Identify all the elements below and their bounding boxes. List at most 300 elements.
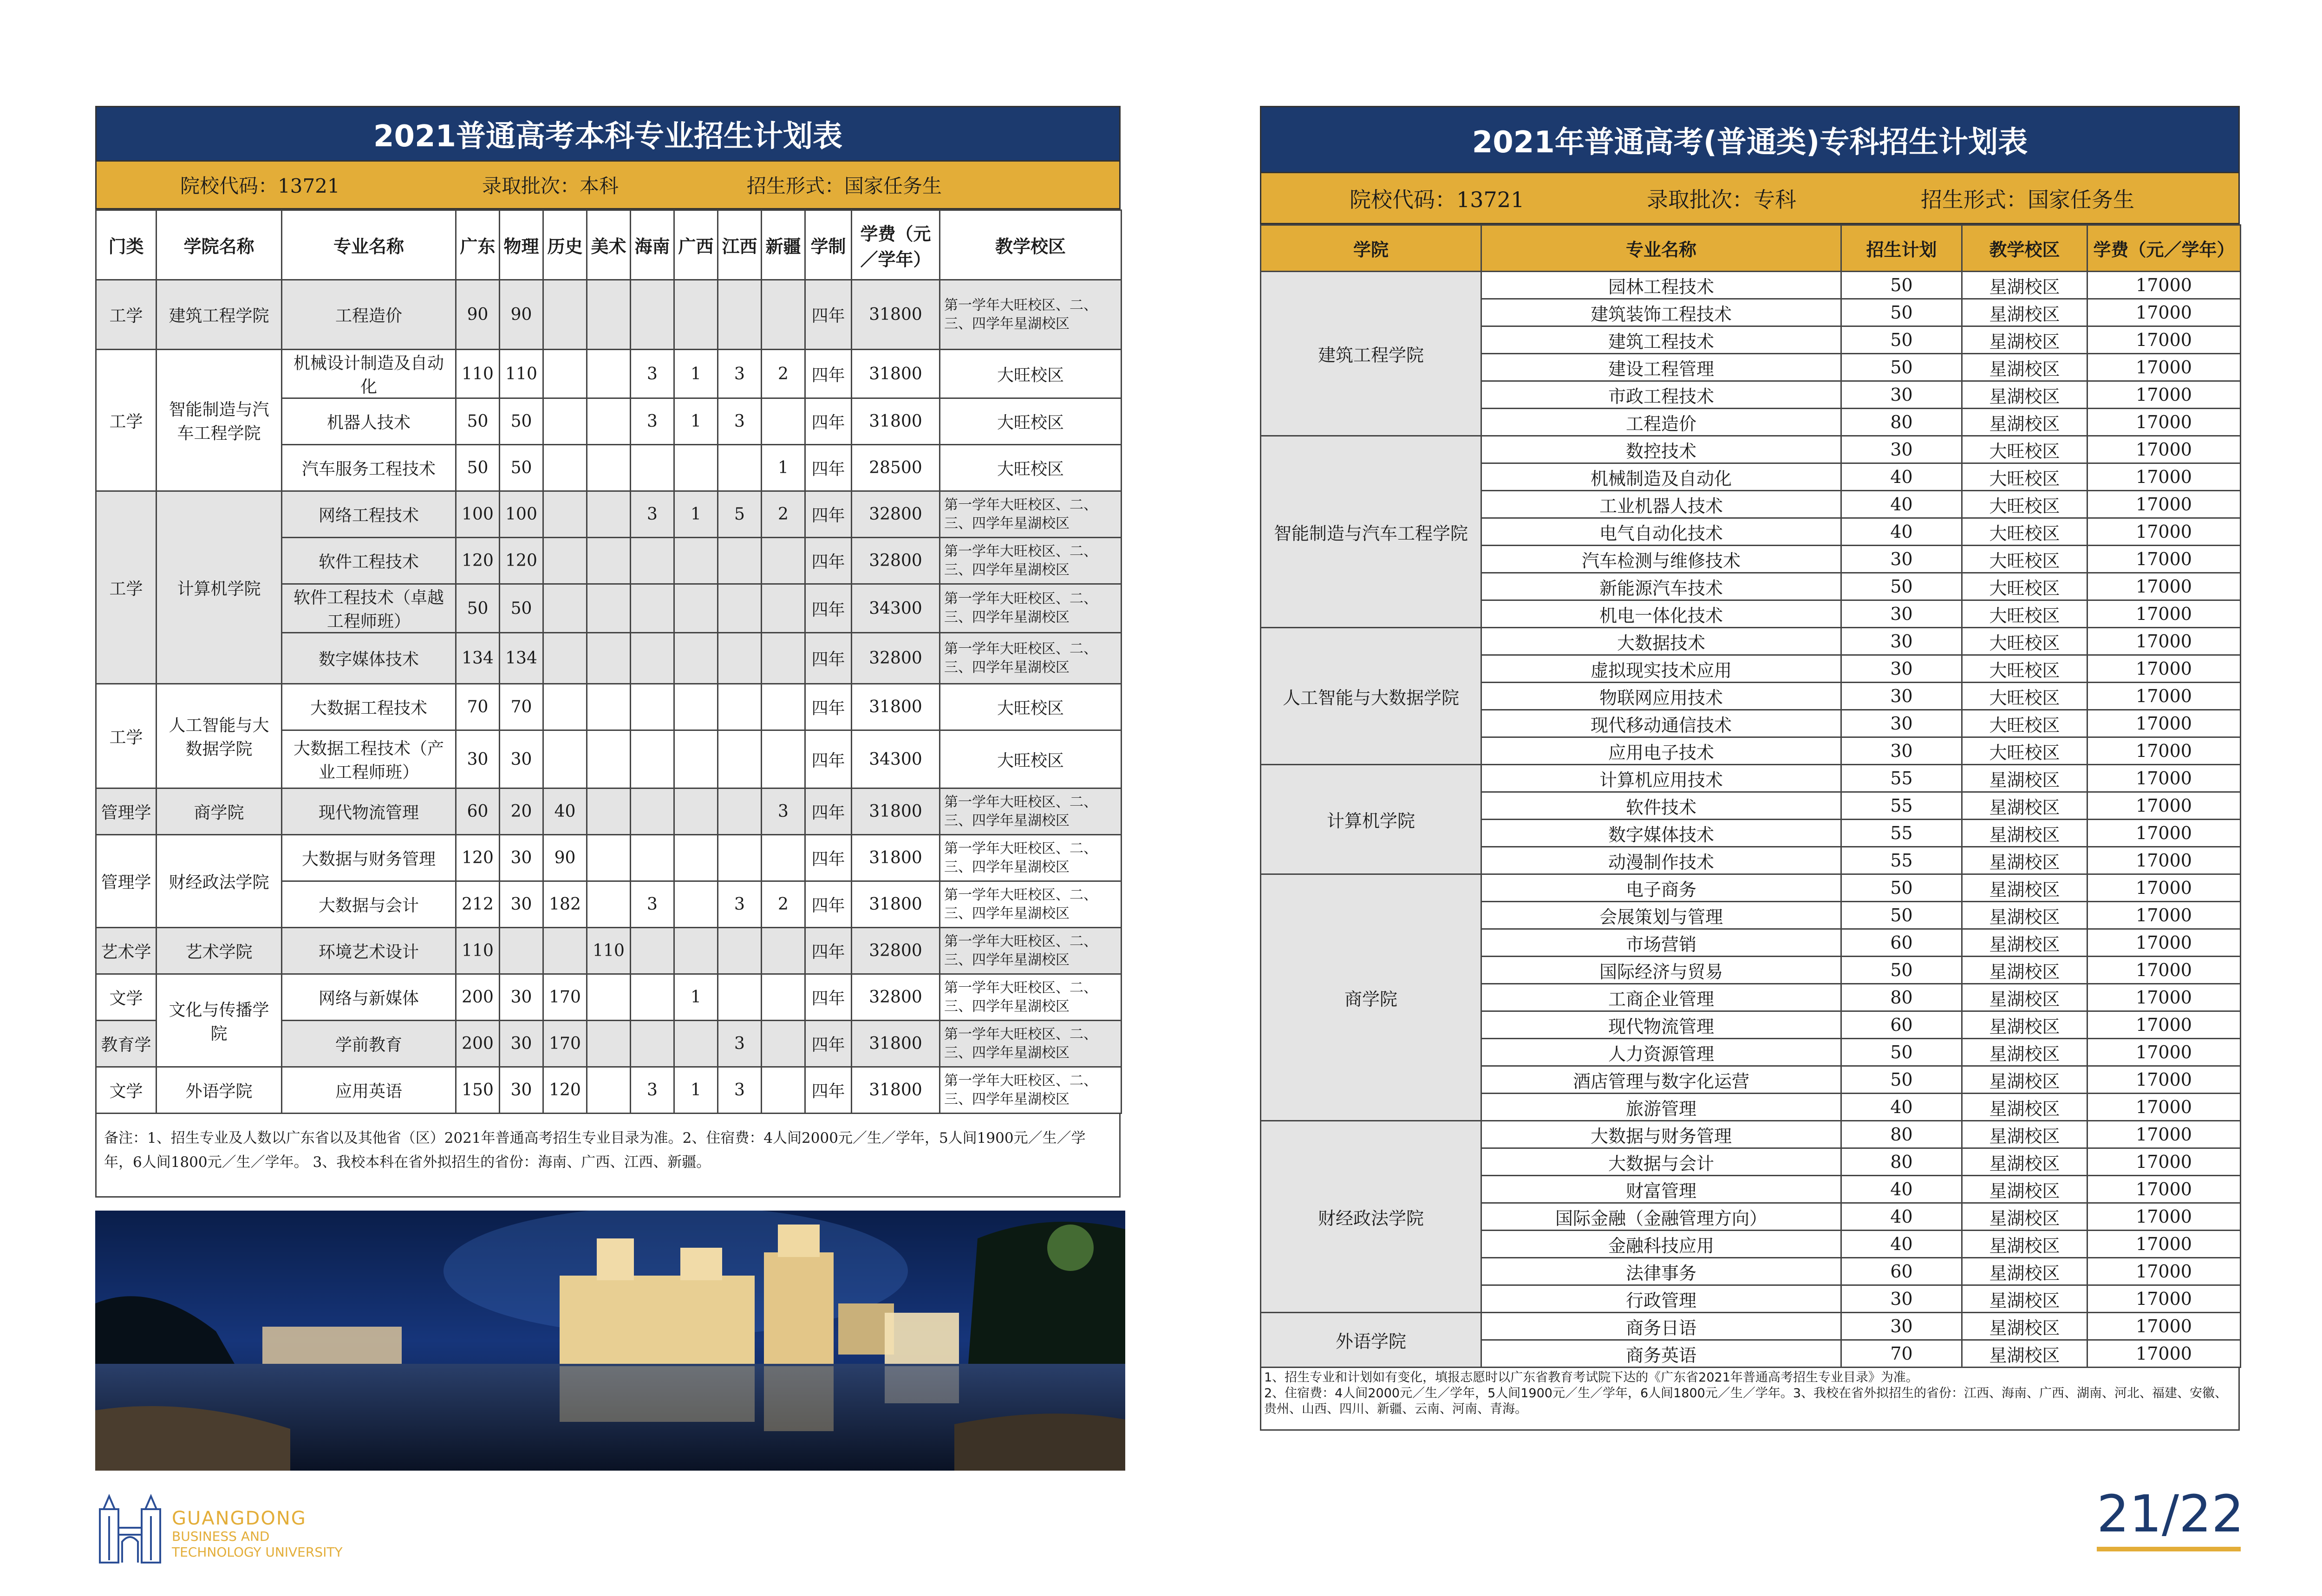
- campus-cell: 大旺校区: [940, 445, 1122, 491]
- major-cell: 国际经济与贸易: [1481, 957, 1841, 984]
- category-cell: 工学: [96, 684, 157, 788]
- quota-cell-xj: 3: [762, 788, 805, 835]
- college-enrollment-form: 招生形式：国家任务生: [1921, 187, 2134, 212]
- quota-cell-fee: 34300: [852, 730, 940, 788]
- major-cell: 园林工程技术: [1481, 272, 1841, 299]
- campus-cell: 星湖校区: [1962, 1340, 2087, 1368]
- undergraduate-row: [96, 974, 1122, 1021]
- category-cell: 管理学: [96, 788, 157, 835]
- page-number-underline: [2097, 1547, 2241, 1551]
- major-cell: 大数据工程技术（产业工程师班）: [282, 730, 456, 788]
- fee-cell: 17000: [2087, 1231, 2241, 1258]
- major-cell: 机电一体化技术: [1481, 600, 1841, 628]
- plan-cell: 30: [1841, 683, 1962, 710]
- fee-cell: 17000: [2087, 546, 2241, 573]
- fee-cell: 17000: [2087, 737, 2241, 765]
- fee-cell: 17000: [2087, 1094, 2241, 1121]
- campus-cell: 星湖校区: [1962, 1231, 2087, 1258]
- quota-cell-xj: [762, 280, 805, 350]
- quota-cell-ls: [543, 730, 587, 788]
- quota-cell-xz: 四年: [805, 684, 852, 730]
- campus-cell: 第一学年大旺校区、二、三、四学年星湖校区: [940, 788, 1122, 835]
- major-cell: 会展策划与管理: [1481, 902, 1841, 929]
- quota-cell-hn: 3: [631, 350, 674, 398]
- major-cell: 软件技术: [1481, 792, 1841, 820]
- fee-cell: 17000: [2087, 765, 2241, 792]
- major-cell: 汽车服务工程技术: [282, 445, 456, 491]
- campus-cell: 大旺校区: [940, 350, 1122, 398]
- campus-cell: 星湖校区: [1962, 1121, 2087, 1148]
- college-group-cell: 计算机学院: [1261, 765, 1481, 874]
- category-cell: 工学: [96, 350, 157, 491]
- fee-cell: 17000: [2087, 436, 2241, 463]
- plan-cell: 30: [1841, 381, 1962, 409]
- campus-cell: 第一学年大旺校区、二、三、四学年星湖校区: [940, 1021, 1122, 1067]
- college-cell: 计算机学院: [157, 491, 282, 684]
- major-cell: 大数据与会计: [282, 881, 456, 928]
- quota-cell-gx: [674, 445, 718, 491]
- campus-cell: 星湖校区: [1962, 1011, 2087, 1039]
- campus-cell: 星湖校区: [1962, 1258, 2087, 1285]
- plan-cell: 50: [1841, 1066, 1962, 1094]
- plan-cell: 50: [1841, 326, 1962, 354]
- campus-cell: 第一学年大旺校区、二、三、四学年星湖校区: [940, 928, 1122, 974]
- major-cell: 现代物流管理: [1481, 1011, 1841, 1039]
- major-cell: 新能源汽车技术: [1481, 573, 1841, 600]
- major-cell: 工程造价: [282, 280, 456, 350]
- undergraduate-row: [96, 491, 1122, 538]
- quota-cell-wl: 120: [500, 538, 543, 584]
- quota-cell-xj: [762, 1067, 805, 1114]
- major-cell: 工程造价: [1481, 409, 1841, 436]
- major-cell: 现代物流管理: [282, 788, 456, 835]
- quota-cell-fee: 31800: [852, 835, 940, 881]
- major-cell: 数字媒体技术: [282, 633, 456, 684]
- quota-cell-wl: 30: [500, 730, 543, 788]
- plan-cell: 40: [1841, 1176, 1962, 1203]
- undergraduate-col-header: 新疆: [762, 210, 805, 280]
- quota-cell-wl: 50: [500, 584, 543, 633]
- quota-cell-xz: 四年: [805, 584, 852, 633]
- major-cell: 动漫制作技术: [1481, 847, 1841, 874]
- quota-cell-jx: 3: [718, 398, 762, 445]
- school-code: 院校代码：13721: [180, 175, 340, 197]
- college-col-header: 专业名称: [1481, 225, 1841, 272]
- quota-cell-jx: 3: [718, 1021, 762, 1067]
- quota-cell-jx: [718, 633, 762, 684]
- quota-cell-gd: 50: [456, 398, 500, 445]
- quota-cell-ls: [543, 584, 587, 633]
- college-note-line1: 1、招生专业和计划如有变化，填报志愿时以广东省教育考试院下达的《广东省2021年普通高考招生专业目录》为准。: [1264, 1370, 1918, 1385]
- plan-cell: 30: [1841, 1313, 1962, 1340]
- quota-cell-gx: [674, 1021, 718, 1067]
- plan-cell: 50: [1841, 874, 1962, 902]
- college-cell: 智能制造与汽车工程学院: [157, 350, 282, 491]
- quota-cell-ms: [587, 491, 631, 538]
- quota-cell-jx: [718, 730, 762, 788]
- quota-cell-wl: 20: [500, 788, 543, 835]
- undergraduate-row: [96, 684, 1122, 730]
- college-cell: 外语学院: [157, 1067, 282, 1114]
- undergraduate-col-header: 海南: [631, 210, 674, 280]
- major-cell: 机械制造及自动化: [1481, 463, 1841, 491]
- major-cell: 数控技术: [1481, 436, 1841, 463]
- fee-cell: 17000: [2087, 1203, 2241, 1231]
- undergraduate-note: 备注：1、招生专业及人数以广东省以及其他省（区）2021年普通高考招生专业目录为准。2、住宿费：4人间2000元／生／学年，5人间1900元／生／学年，6人间1800元／生／学年。 3、我校本科在省外拟招生的省份：海南、广西、江西、新疆。: [95, 1114, 1121, 1198]
- college-note-line2: 2、住宿费：4人间2000元／生／学年，5人间1900元／生／学年，6人间1800元／生／学年。3、我校在省外拟招生的省份：江西、海南、广西、湖南、河北、福建、安徽、贵州、山西、四川、新疆、云南、河南、青海。: [1264, 1386, 2228, 1416]
- quota-cell-wl: 90: [500, 280, 543, 350]
- major-cell: 计算机应用技术: [1481, 765, 1841, 792]
- undergraduate-col-header: 物理: [500, 210, 543, 280]
- quota-cell-ls: [543, 280, 587, 350]
- fee-cell: 17000: [2087, 600, 2241, 628]
- undergraduate-info-bar: [95, 162, 1121, 209]
- plan-cell: 30: [1841, 600, 1962, 628]
- quota-cell-gx: 1: [674, 491, 718, 538]
- quota-cell-fee: 32800: [852, 633, 940, 684]
- quota-cell-hn: [631, 538, 674, 584]
- major-cell: 建筑装饰工程技术: [1481, 299, 1841, 326]
- quota-cell-xz: 四年: [805, 928, 852, 974]
- quota-cell-wl: 50: [500, 445, 543, 491]
- campus-cell: 星湖校区: [1962, 765, 2087, 792]
- quota-cell-xj: [762, 928, 805, 974]
- major-cell: 软件工程技术: [282, 538, 456, 584]
- fee-cell: 17000: [2087, 820, 2241, 847]
- quota-cell-ls: 40: [543, 788, 587, 835]
- quota-cell-xz: 四年: [805, 974, 852, 1021]
- fee-cell: 17000: [2087, 1176, 2241, 1203]
- quota-cell-fee: 31800: [852, 684, 940, 730]
- college-cell: 艺术学院: [157, 928, 282, 974]
- fee-cell: 17000: [2087, 792, 2241, 820]
- major-cell: 人力资源管理: [1481, 1039, 1841, 1066]
- quota-cell-fee: 31800: [852, 280, 940, 350]
- quota-cell-gx: [674, 730, 718, 788]
- quota-cell-xz: 四年: [805, 445, 852, 491]
- enrollment-form: 招生形式：国家任务生: [747, 175, 942, 197]
- college-row: [1261, 1313, 2241, 1340]
- major-cell: 工商企业管理: [1481, 984, 1841, 1011]
- college-group-cell: 人工智能与大数据学院: [1261, 628, 1481, 765]
- college-row: [1261, 272, 2241, 299]
- plan-cell: 80: [1841, 1148, 1962, 1176]
- major-cell: 汽车检测与维修技术: [1481, 546, 1841, 573]
- logo-line1: GUANGDONG: [172, 1508, 307, 1529]
- undergraduate-col-header: 江西: [718, 210, 762, 280]
- fee-cell: 17000: [2087, 902, 2241, 929]
- campus-cell: 第一学年大旺校区、二、三、四学年星湖校区: [940, 835, 1122, 881]
- quota-cell-gd: 200: [456, 974, 500, 1021]
- undergraduate-col-header: 学费（元／学年）: [852, 210, 940, 280]
- college-group-cell: 商学院: [1261, 874, 1481, 1121]
- quota-cell-jx: 5: [718, 491, 762, 538]
- major-cell: 法律事务: [1481, 1258, 1841, 1285]
- quota-cell-xj: [762, 398, 805, 445]
- quota-cell-ms: 110: [587, 928, 631, 974]
- major-cell: 数字媒体技术: [1481, 820, 1841, 847]
- major-cell: 环境艺术设计: [282, 928, 456, 974]
- quota-cell-gx: [674, 280, 718, 350]
- major-cell: 电气自动化技术: [1481, 518, 1841, 546]
- quota-cell-gd: 110: [456, 350, 500, 398]
- quota-cell-ls: [543, 684, 587, 730]
- quota-cell-gd: 70: [456, 684, 500, 730]
- campus-cell: 第一学年大旺校区、二、三、四学年星湖校区: [940, 538, 1122, 584]
- quota-cell-gd: 212: [456, 881, 500, 928]
- campus-cell: 第一学年大旺校区、二、三、四学年星湖校区: [940, 491, 1122, 538]
- college-cell: 建筑工程学院: [157, 280, 282, 350]
- campus-cell: 星湖校区: [1962, 792, 2087, 820]
- campus-cell: 大旺校区: [1962, 737, 2087, 765]
- campus-cell: 星湖校区: [1962, 847, 2087, 874]
- undergraduate-col-header: 门类: [96, 210, 157, 280]
- university-logo: [95, 1491, 430, 1570]
- major-cell: 现代移动通信技术: [1481, 710, 1841, 737]
- campus-cell: 星湖校区: [1962, 874, 2087, 902]
- fee-cell: 17000: [2087, 463, 2241, 491]
- quota-cell-wl: 30: [500, 1067, 543, 1114]
- quota-cell-hn: [631, 633, 674, 684]
- quota-cell-xj: [762, 730, 805, 788]
- quota-cell-ms: [587, 788, 631, 835]
- campus-cell: 大旺校区: [1962, 518, 2087, 546]
- college-col-header: 教学校区: [1962, 225, 2087, 272]
- major-cell: 财富管理: [1481, 1176, 1841, 1203]
- quota-cell-hn: [631, 584, 674, 633]
- undergraduate-col-header: 美术: [587, 210, 631, 280]
- plan-cell: 30: [1841, 1285, 1962, 1313]
- major-cell: 建筑工程技术: [1481, 326, 1841, 354]
- plan-cell: 55: [1841, 765, 1962, 792]
- major-cell: 酒店管理与数字化运营: [1481, 1066, 1841, 1094]
- campus-cell: 第一学年大旺校区、二、三、四学年星湖校区: [940, 974, 1122, 1021]
- college-plan: [1260, 106, 2240, 1431]
- quota-cell-ms: [587, 398, 631, 445]
- college-info-bar: [1260, 173, 2240, 224]
- quota-cell-ms: [587, 584, 631, 633]
- quota-cell-hn: [631, 445, 674, 491]
- quota-cell-wl: 30: [500, 835, 543, 881]
- quota-cell-fee: 32800: [852, 491, 940, 538]
- quota-cell-wl: 110: [500, 350, 543, 398]
- quota-cell-hn: [631, 835, 674, 881]
- quota-cell-gd: 60: [456, 788, 500, 835]
- plan-cell: 60: [1841, 929, 1962, 957]
- quota-cell-ls: [543, 491, 587, 538]
- major-cell: 市场营销: [1481, 929, 1841, 957]
- campus-cell: 大旺校区: [1962, 600, 2087, 628]
- quota-cell-xz: 四年: [805, 1067, 852, 1114]
- quota-cell-hn: [631, 730, 674, 788]
- quota-cell-gx: [674, 881, 718, 928]
- undergraduate-col-header: 学制: [805, 210, 852, 280]
- undergraduate-col-header: 专业名称: [282, 210, 456, 280]
- quota-cell-jx: [718, 584, 762, 633]
- quota-cell-xj: [762, 1021, 805, 1067]
- major-cell: 电子商务: [1481, 874, 1841, 902]
- major-cell: 应用电子技术: [1481, 737, 1841, 765]
- quota-cell-jx: [718, 445, 762, 491]
- plan-cell: 50: [1841, 354, 1962, 381]
- fee-cell: 17000: [2087, 491, 2241, 518]
- quota-cell-xz: 四年: [805, 730, 852, 788]
- quota-cell-xj: [762, 974, 805, 1021]
- plan-cell: 30: [1841, 628, 1962, 655]
- quota-cell-gx: [674, 584, 718, 633]
- quota-cell-fee: 31800: [852, 350, 940, 398]
- fee-cell: 17000: [2087, 984, 2241, 1011]
- quota-cell-xj: 2: [762, 881, 805, 928]
- campus-cell: 第一学年大旺校区、二、三、四学年星湖校区: [940, 1067, 1122, 1114]
- fee-cell: 17000: [2087, 1121, 2241, 1148]
- quota-cell-xz: 四年: [805, 350, 852, 398]
- quota-cell-jx: [718, 835, 762, 881]
- quota-cell-gx: [674, 835, 718, 881]
- major-cell: 大数据与会计: [1481, 1148, 1841, 1176]
- quota-cell-ls: 120: [543, 1067, 587, 1114]
- college-row: [1261, 765, 2241, 792]
- category-cell: 管理学: [96, 835, 157, 928]
- fee-cell: 17000: [2087, 655, 2241, 683]
- quota-cell-xz: 四年: [805, 1021, 852, 1067]
- quota-cell-gd: 134: [456, 633, 500, 684]
- plan-cell: 30: [1841, 710, 1962, 737]
- plan-cell: 30: [1841, 655, 1962, 683]
- quota-cell-gd: 50: [456, 584, 500, 633]
- fee-cell: 17000: [2087, 409, 2241, 436]
- quota-cell-hn: [631, 280, 674, 350]
- college-group-cell: 建筑工程学院: [1261, 272, 1481, 436]
- fee-cell: 17000: [2087, 272, 2241, 299]
- undergraduate-plan: [95, 106, 1121, 1198]
- plan-cell: 55: [1841, 847, 1962, 874]
- quota-cell-xz: 四年: [805, 538, 852, 584]
- fee-cell: 17000: [2087, 1285, 2241, 1313]
- campus-cell: 大旺校区: [1962, 710, 2087, 737]
- quota-cell-xz: 四年: [805, 280, 852, 350]
- quota-cell-hn: [631, 974, 674, 1021]
- quota-cell-gx: 1: [674, 974, 718, 1021]
- college-col-header: 学费（元／学年）: [2087, 225, 2241, 272]
- quota-cell-ms: [587, 633, 631, 684]
- college-row: [1261, 1121, 2241, 1148]
- quota-cell-hn: 3: [631, 398, 674, 445]
- college-row: [1261, 436, 2241, 463]
- quota-cell-ms: [587, 280, 631, 350]
- campus-cell: 大旺校区: [1962, 546, 2087, 573]
- college-row: [1261, 874, 2241, 902]
- quota-cell-ms: [587, 445, 631, 491]
- quota-cell-ls: [543, 350, 587, 398]
- major-cell: 大数据与财务管理: [1481, 1121, 1841, 1148]
- college-cell: 人工智能与大数据学院: [157, 684, 282, 788]
- quota-cell-gx: [674, 788, 718, 835]
- campus-cell: 大旺校区: [1962, 683, 2087, 710]
- quota-cell-ms: [587, 1067, 631, 1114]
- quota-cell-jx: [718, 280, 762, 350]
- campus-cell: 星湖校区: [1962, 1148, 2087, 1176]
- campus-cell: 大旺校区: [940, 730, 1122, 788]
- quota-cell-hn: [631, 684, 674, 730]
- college-group-cell: 智能制造与汽车工程学院: [1261, 436, 1481, 628]
- quota-cell-ls: [543, 445, 587, 491]
- quota-cell-fee: 34300: [852, 584, 940, 633]
- plan-cell: 40: [1841, 1094, 1962, 1121]
- campus-cell: 大旺校区: [1962, 655, 2087, 683]
- quota-cell-xj: [762, 633, 805, 684]
- plan-cell: 50: [1841, 272, 1962, 299]
- major-cell: 旅游管理: [1481, 1094, 1841, 1121]
- category-cell: 工学: [96, 491, 157, 684]
- plan-cell: 40: [1841, 1203, 1962, 1231]
- plan-cell: 70: [1841, 1340, 1962, 1368]
- quota-cell-ms: [587, 350, 631, 398]
- quota-cell-xj: [762, 538, 805, 584]
- quota-cell-wl: 100: [500, 491, 543, 538]
- campus-cell: 星湖校区: [1962, 1066, 2087, 1094]
- quota-cell-gx: [674, 538, 718, 584]
- campus-cell: 星湖校区: [1962, 1094, 2087, 1121]
- quota-cell-jx: [718, 684, 762, 730]
- quota-cell-xz: 四年: [805, 633, 852, 684]
- campus-cell: 大旺校区: [1962, 491, 2087, 518]
- plan-cell: 60: [1841, 1258, 1962, 1285]
- quota-cell-gd: 120: [456, 835, 500, 881]
- major-cell: 物联网应用技术: [1481, 683, 1841, 710]
- quota-cell-fee: 32800: [852, 928, 940, 974]
- quota-cell-ms: [587, 1021, 631, 1067]
- page-number: 21/22: [2097, 1484, 2241, 1551]
- major-cell: 大数据工程技术: [282, 684, 456, 730]
- college-note: [1260, 1368, 2240, 1431]
- quota-cell-ls: [543, 633, 587, 684]
- quota-cell-xz: 四年: [805, 881, 852, 928]
- major-cell: 虚拟现实技术应用: [1481, 655, 1841, 683]
- plan-cell: 50: [1841, 573, 1962, 600]
- gate-logo-icon: [95, 1491, 165, 1565]
- category-cell: 教育学: [96, 1021, 157, 1067]
- quota-cell-ls: [543, 928, 587, 974]
- fee-cell: 17000: [2087, 847, 2241, 874]
- fee-cell: 17000: [2087, 518, 2241, 546]
- major-cell: 学前教育: [282, 1021, 456, 1067]
- quota-cell-ms: [587, 881, 631, 928]
- campus-cell: 第一学年大旺校区、二、三、四学年星湖校区: [940, 584, 1122, 633]
- quota-cell-hn: [631, 928, 674, 974]
- admission-batch: 录取批次：本科: [482, 175, 619, 197]
- plan-cell: 40: [1841, 491, 1962, 518]
- quota-cell-ms: [587, 835, 631, 881]
- undergraduate-col-header: 历史: [543, 210, 587, 280]
- quota-cell-fee: 28500: [852, 445, 940, 491]
- fee-cell: 17000: [2087, 1258, 2241, 1285]
- campus-cell: 大旺校区: [1962, 463, 2087, 491]
- campus-cell: 星湖校区: [1962, 1039, 2087, 1066]
- undergraduate-col-header: 学院名称: [157, 210, 282, 280]
- quota-cell-xz: 四年: [805, 835, 852, 881]
- fee-cell: 17000: [2087, 1148, 2241, 1176]
- plan-cell: 50: [1841, 957, 1962, 984]
- quota-cell-xj: [762, 584, 805, 633]
- quota-cell-gx: 1: [674, 1067, 718, 1114]
- quota-cell-gd: 50: [456, 445, 500, 491]
- quota-cell-hn: 3: [631, 491, 674, 538]
- plan-cell: 50: [1841, 299, 1962, 326]
- campus-cell: 大旺校区: [1962, 573, 2087, 600]
- fee-cell: 17000: [2087, 1340, 2241, 1368]
- quota-cell-wl: 30: [500, 974, 543, 1021]
